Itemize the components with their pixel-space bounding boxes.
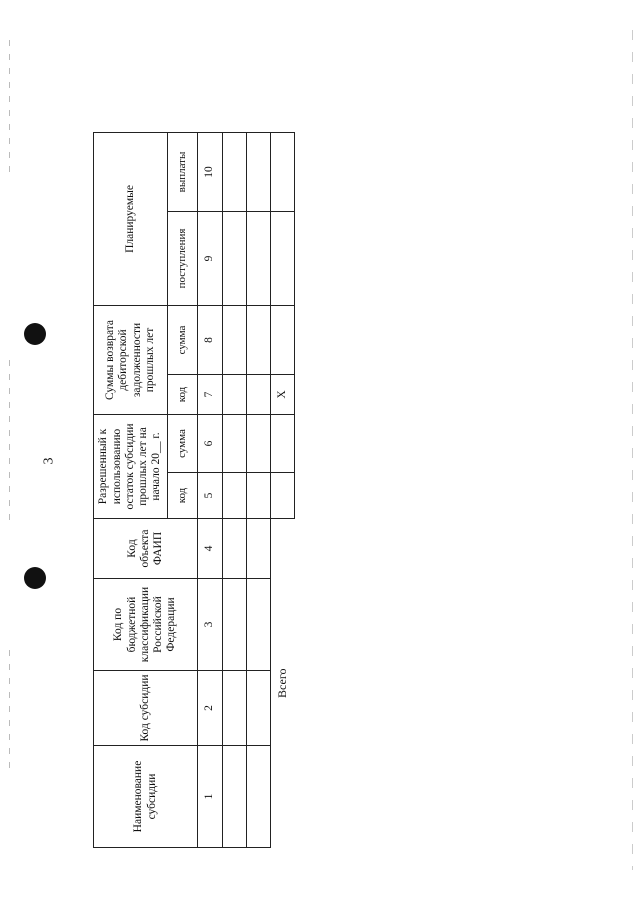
column-number: 6 — [198, 414, 223, 472]
punch-hole-icon — [24, 567, 46, 589]
table-cell[interactable] — [247, 374, 271, 414]
table-cell[interactable] — [271, 132, 295, 211]
table-row — [223, 132, 247, 847]
table-cell[interactable] — [247, 132, 271, 211]
table-cell[interactable] — [223, 211, 247, 305]
form-table-container — [93, 133, 297, 848]
page-number: 3 — [41, 457, 57, 465]
header-subsidy-name: Наименование субсидии — [94, 746, 198, 848]
column-number: 4 — [198, 519, 223, 579]
punch-hole-icon — [24, 323, 46, 345]
margin-line — [9, 650, 10, 770]
table-cell[interactable] — [247, 519, 271, 579]
table-cell[interactable] — [247, 211, 271, 305]
subheader-payments: выплаты — [168, 132, 198, 211]
table-cell[interactable] — [223, 519, 247, 579]
subsidy-table — [93, 132, 295, 848]
table-cell[interactable] — [223, 305, 247, 374]
subheader-code: код — [168, 374, 198, 414]
subheader-sum: сумма — [168, 305, 198, 374]
table-cell[interactable] — [247, 414, 271, 472]
header-budget-classification-code: Код по бюджетной классификации Российской Федерации — [94, 579, 198, 671]
total-x-mark: X — [271, 374, 295, 414]
header-receivables-return: Суммы возврата дебиторской задолженности прошлых лет — [94, 305, 168, 414]
header-faip-object-code: Код объекта ФАИП — [94, 519, 198, 579]
column-number: 2 — [198, 671, 223, 746]
subheader-code: код — [168, 473, 198, 519]
total-row — [271, 132, 295, 847]
column-number: 1 — [198, 746, 223, 848]
column-number-row — [198, 132, 223, 847]
column-number: 8 — [198, 305, 223, 374]
margin-line — [9, 40, 10, 180]
table-cell[interactable] — [223, 746, 247, 848]
table-cell[interactable] — [247, 746, 271, 848]
table-cell[interactable] — [223, 473, 247, 519]
table-cell[interactable] — [223, 132, 247, 211]
table-cell[interactable] — [223, 374, 247, 414]
table-cell[interactable] — [247, 473, 271, 519]
column-number: 5 — [198, 473, 223, 519]
table-cell[interactable] — [271, 211, 295, 305]
total-label: Всего — [274, 668, 289, 698]
margin-line — [9, 360, 10, 520]
subheader-sum: сумма — [168, 414, 198, 472]
table-cell[interactable] — [271, 414, 295, 472]
table-cell[interactable] — [247, 305, 271, 374]
header-subsidy-code: Код субсидии — [94, 671, 198, 746]
table-cell[interactable] — [271, 473, 295, 519]
table-cell[interactable] — [223, 414, 247, 472]
table-cell[interactable] — [223, 579, 247, 671]
header-allowed-remainder: Разрешенный к использованию остаток субсидии прошлых лет на начало 20__ г. — [94, 414, 168, 518]
table-cell[interactable] — [223, 671, 247, 746]
table-cell[interactable] — [247, 671, 271, 746]
column-number: 10 — [198, 132, 223, 211]
column-number: 7 — [198, 374, 223, 414]
column-number: 3 — [198, 579, 223, 671]
page-edge-line — [632, 30, 633, 870]
table-cell[interactable] — [247, 579, 271, 671]
table-cell[interactable] — [271, 305, 295, 374]
header-planned: Планируемые — [94, 132, 168, 305]
subheader-income: поступления — [168, 211, 198, 305]
column-number: 9 — [198, 211, 223, 305]
table-row — [247, 132, 271, 847]
